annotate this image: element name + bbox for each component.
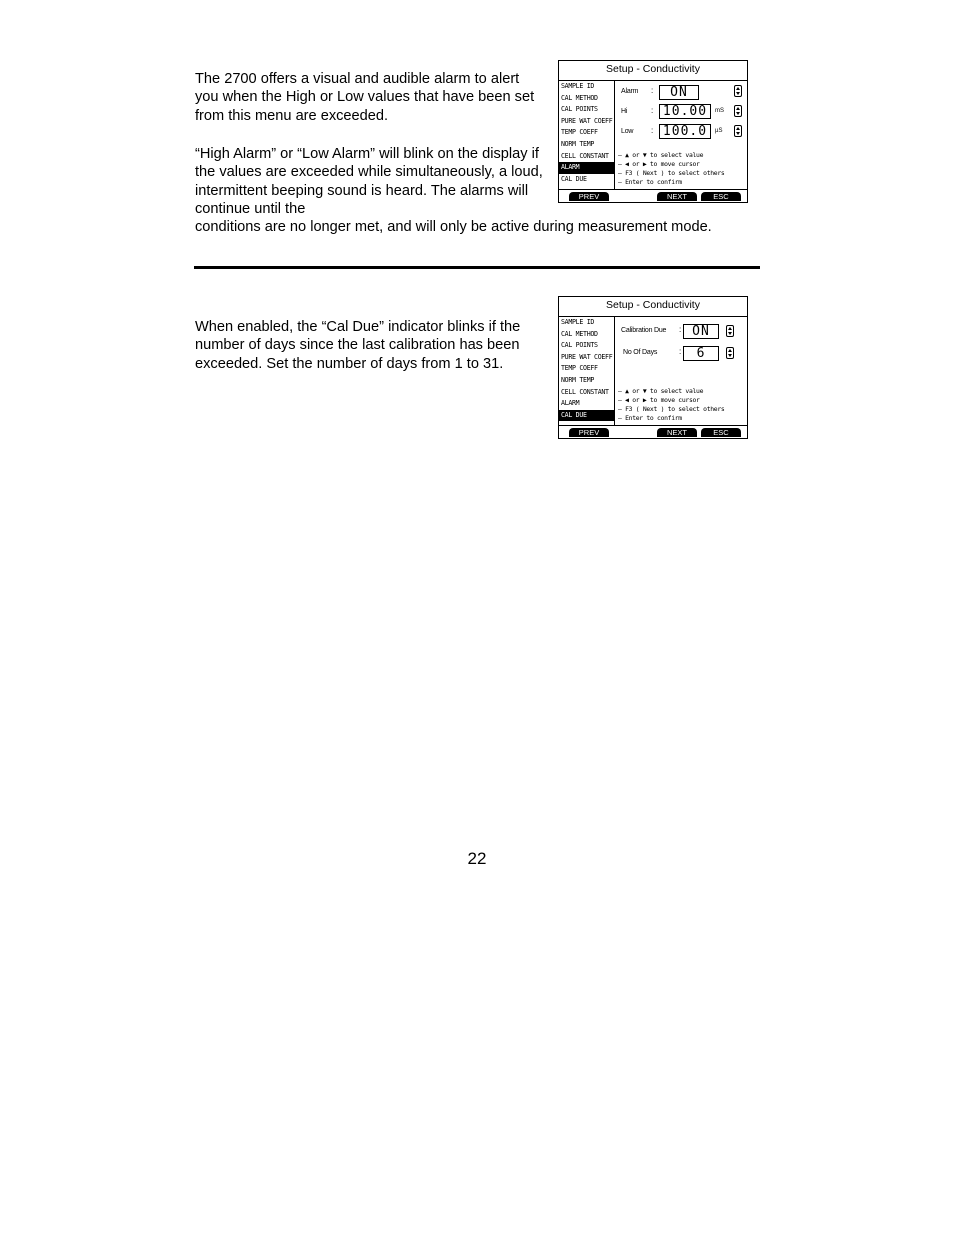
no-of-days-label: No Of Days xyxy=(623,349,658,356)
setup-menu xyxy=(559,81,615,190)
esc-button[interactable]: ESC xyxy=(701,428,741,437)
hint-move-cursor: – ◀ or ▶ to move cursor xyxy=(618,160,700,168)
alarm-blink-text-tail: conditions are no longer met, and will only be active during measurement mode. xyxy=(195,219,712,236)
menu-item-cell-constant[interactable]: CELL CONSTANT xyxy=(561,387,609,396)
calibration-due-label: Calibration Due xyxy=(621,327,667,334)
calibration-due-spin-arrows-icon[interactable] xyxy=(726,325,734,337)
colon: : xyxy=(651,106,654,115)
hint-enter-confirm: – Enter to confirm xyxy=(618,178,682,186)
menu-item-norm-temp[interactable]: NORM TEMP xyxy=(561,139,595,148)
section-divider xyxy=(194,266,760,269)
alarm-blink-text: “High Alarm” or “Low Alarm” will blink on the display if the values are exceeded while simultaneously, a loud, intermittent beeping sound is heard. The alarms will continue until the xyxy=(195,146,543,217)
hint-select-value: – ▲ or ▼ to select value xyxy=(618,151,704,159)
colon: : xyxy=(651,126,654,135)
low-value-field[interactable]: 100.0 xyxy=(659,124,711,139)
colon: : xyxy=(679,347,682,356)
menu-item-sample-id[interactable]: SAMPLE ID xyxy=(561,318,595,326)
menu-item-temp-coeff[interactable]: TEMP COEFF xyxy=(561,364,598,373)
menu-item-temp-coeff[interactable]: TEMP COEFF xyxy=(561,128,598,137)
alarm-settings-panel xyxy=(615,81,747,190)
hint-enter-confirm: – Enter to confirm xyxy=(618,414,682,422)
menu-item-cal-points[interactable]: CAL POINTS xyxy=(561,341,598,350)
cal-due-setup-screen xyxy=(558,296,748,439)
page-number: 22 xyxy=(467,849,487,868)
cal-due-settings-panel xyxy=(615,317,747,426)
instructions-list xyxy=(618,387,724,423)
hi-label: Hi xyxy=(621,108,628,115)
menu-item-cal-points[interactable]: CAL POINTS xyxy=(561,105,598,114)
hi-unit: mS xyxy=(715,108,724,114)
setup-menu xyxy=(559,317,615,426)
colon: : xyxy=(679,325,682,334)
menu-item-cal-method[interactable]: CAL METHOD xyxy=(561,93,598,102)
alarm-label: Alarm xyxy=(621,88,639,95)
no-of-days-spin-arrows-icon[interactable] xyxy=(726,347,734,359)
menu-item-cell-constant[interactable]: CELL CONSTANT xyxy=(561,151,609,160)
alarm-setup-screen xyxy=(558,60,748,203)
cal-due-paragraph: When enabled, the “Cal Due” indicator blinks if the number of days since the last calibration has been exceeded. Set the number of days from 1 to 31. xyxy=(195,319,521,372)
prev-button[interactable]: PREV xyxy=(569,192,609,201)
alarm-spin-arrows-icon[interactable] xyxy=(734,85,742,97)
hint-select-others: – F3 ( Next ) to select others xyxy=(618,169,725,177)
colon: : xyxy=(651,86,654,95)
low-label: Low xyxy=(621,128,634,135)
instructions-list xyxy=(618,151,724,187)
softkey-bar xyxy=(559,189,747,202)
alarm-intro-paragraph: The 2700 offers a visual and audible alarm to alert you when the High or Low values that have been set from this menu are exceeded. xyxy=(195,71,535,124)
softkey-bar xyxy=(559,425,747,438)
menu-item-cal-due[interactable]: CAL DUE xyxy=(559,410,614,422)
esc-button[interactable]: ESC xyxy=(701,192,741,201)
menu-item-alarm[interactable]: ALARM xyxy=(561,399,580,408)
alarm-value-field[interactable]: ON xyxy=(659,85,699,100)
hi-spin-arrows-icon[interactable] xyxy=(734,105,742,117)
menu-item-cal-due[interactable]: CAL DUE xyxy=(561,174,587,183)
hint-select-others: – F3 ( Next ) to select others xyxy=(618,405,725,413)
screen-title: Setup - Conductivity xyxy=(559,61,747,81)
menu-item-cal-method[interactable]: CAL METHOD xyxy=(561,329,598,338)
screen-title: Setup - Conductivity xyxy=(559,297,747,317)
next-button[interactable]: NEXT xyxy=(657,192,697,201)
prev-button[interactable]: PREV xyxy=(569,428,609,437)
low-unit: µS xyxy=(715,128,723,134)
menu-item-norm-temp[interactable]: NORM TEMP xyxy=(561,375,595,384)
menu-item-pure-wat-coeff[interactable]: PURE WAT COEFF xyxy=(561,116,613,125)
no-of-days-value-field[interactable]: 6 xyxy=(683,346,719,361)
menu-item-sample-id[interactable]: SAMPLE ID xyxy=(561,82,595,90)
menu-item-pure-wat-coeff[interactable]: PURE WAT COEFF xyxy=(561,352,613,361)
next-button[interactable]: NEXT xyxy=(657,428,697,437)
calibration-due-value-field[interactable]: ON xyxy=(683,324,719,339)
hi-value-field[interactable]: 10.00 xyxy=(659,104,711,119)
hint-move-cursor: – ◀ or ▶ to move cursor xyxy=(618,396,700,404)
menu-item-alarm[interactable]: ALARM xyxy=(559,162,614,174)
hint-select-value: – ▲ or ▼ to select value xyxy=(618,387,704,395)
low-spin-arrows-icon[interactable] xyxy=(734,125,742,137)
